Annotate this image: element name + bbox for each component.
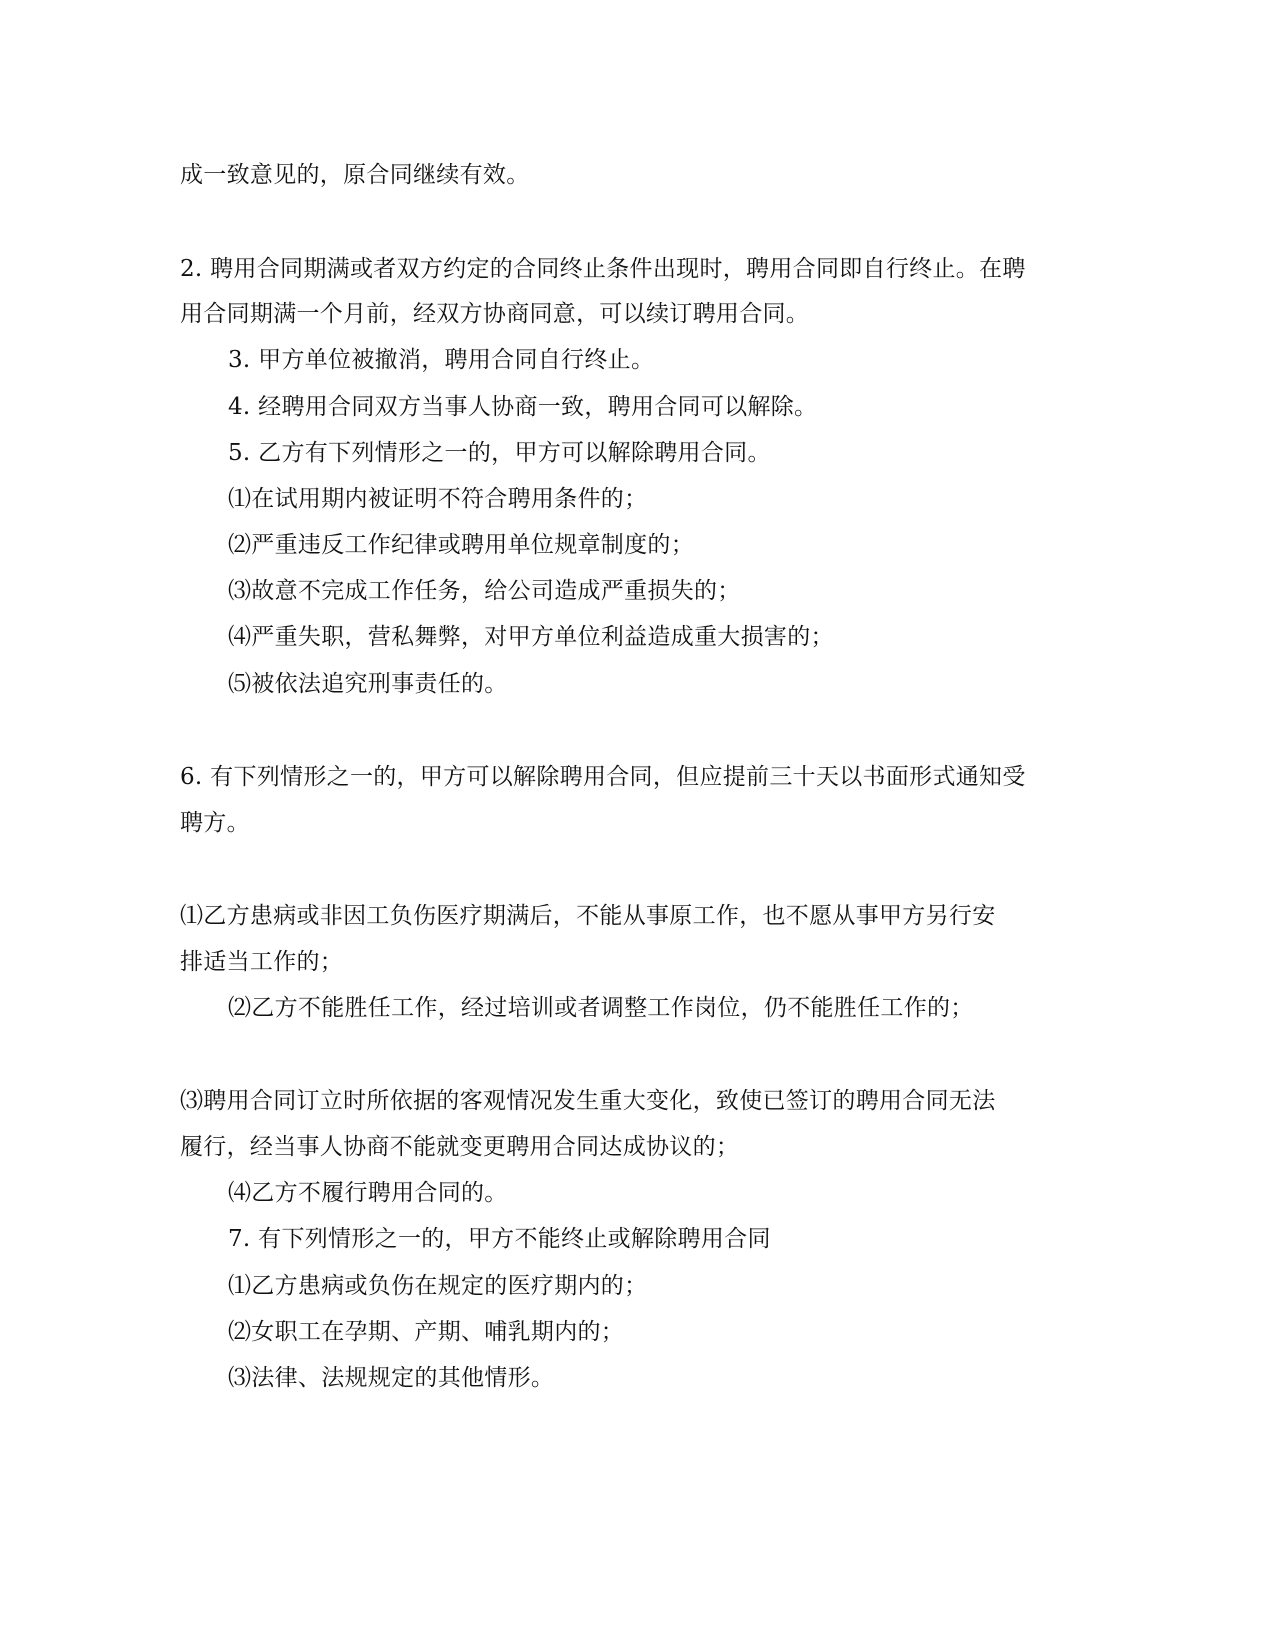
clause-6-item-1-line-2: 排适当工作的；: [180, 949, 344, 975]
clause-7-item-3: ⑶法律、法规规定的其他情形。: [228, 1365, 555, 1391]
clause-6-line-1: 6. 有下列情形之一的，甲方可以解除聘用合同，但应提前三十天以书面形式通知受: [180, 764, 1026, 790]
clause-5: 5. 乙方有下列情形之一的，甲方可以解除聘用合同。: [228, 440, 771, 466]
clause-6-line-2: 聘方。: [180, 810, 250, 836]
clause-6-item-4: ⑷乙方不履行聘用合同的。: [228, 1180, 508, 1206]
clause-2-line-1: 2. 聘用合同期满或者双方约定的合同终止条件出现时，聘用合同即自行终止。在聘: [180, 256, 1026, 282]
clause-2-line-2: 用合同期满一个月前，经双方协商同意，可以续订聘用合同。: [180, 301, 810, 327]
clause-6-item-1-line-1: ⑴乙方患病或非因工负伤医疗期满后，不能从事原工作，也不愿从事甲方另行安: [180, 903, 996, 929]
clause-7-item-1: ⑴乙方患病或负伤在规定的医疗期内的；: [228, 1273, 648, 1299]
clause-7: 7. 有下列情形之一的，甲方不能终止或解除聘用合同: [228, 1226, 771, 1252]
clause-5-item-5: ⑸被依法追究刑事责任的。: [228, 671, 508, 697]
clause-4: 4. 经聘用合同双方当事人协商一致，聘用合同可以解除。: [228, 394, 818, 420]
text-line: 成一致意见的，原合同继续有效。: [180, 162, 530, 188]
clause-6-item-2: ⑵乙方不能胜任工作，经过培训或者调整工作岗位，仍不能胜任工作的；: [228, 995, 974, 1021]
clause-5-item-1: ⑴在试用期内被证明不符合聘用条件的；: [228, 486, 648, 512]
clause-5-item-3: ⑶故意不完成工作任务，给公司造成严重损失的；: [228, 578, 741, 604]
clause-6-item-3-line-2: 履行，经当事人协商不能就变更聘用合同达成协议的；: [180, 1134, 740, 1160]
clause-7-item-2: ⑵女职工在孕期、产期、哺乳期内的；: [228, 1319, 625, 1345]
clause-5-item-4: ⑷严重失职，营私舞弊，对甲方单位利益造成重大损害的；: [228, 624, 834, 650]
clause-6-item-3-line-1: ⑶聘用合同订立时所依据的客观情况发生重大变化，致使已签订的聘用合同无法: [180, 1088, 996, 1114]
clause-3: 3. 甲方单位被撤消，聘用合同自行终止。: [228, 347, 655, 373]
clause-5-item-2: ⑵严重违反工作纪律或聘用单位规章制度的；: [228, 532, 694, 558]
